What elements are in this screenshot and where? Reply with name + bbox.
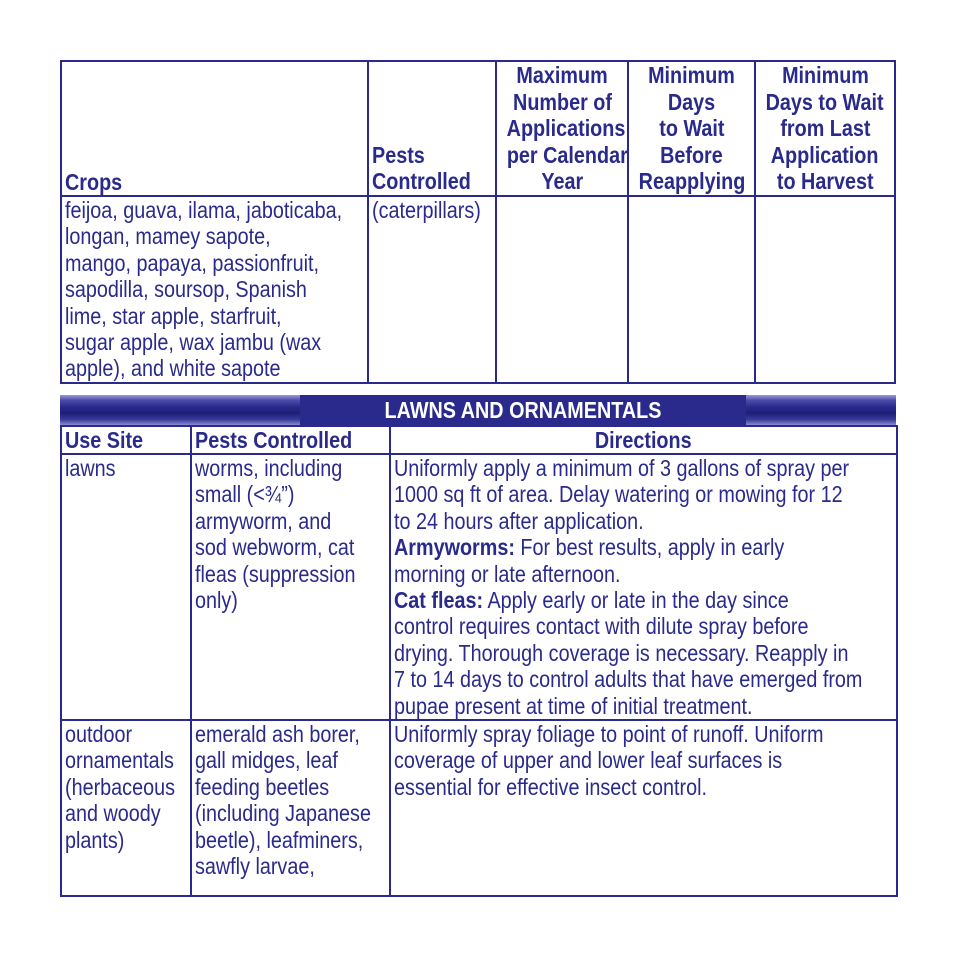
crops-cell: feijoa, guava, ilama, jaboticaba, longan, mamey sapote, mango, papaya, passionfruit, sapodilla, soursop, Spanish lime, star apple, starfruit, sugar apple, wax jambu (wax apple), and white sapote (61, 196, 368, 383)
lawns-table (60, 425, 898, 897)
armyworms-label: Armyworms: (394, 534, 515, 561)
table-row (61, 720, 897, 896)
use-site-cell: lawns (61, 454, 191, 720)
lawns-table-header-row (61, 426, 897, 454)
pests-cell: worms, including small (<¾”) armyworm, and sod webworm, cat fleas (suppression only) (191, 454, 390, 720)
cat-fleas-label: Cat fleas: (394, 587, 484, 614)
header-min-days-reapply: Minimum Days to Wait Before Reapplying (628, 61, 755, 196)
table-row (61, 196, 895, 383)
pests-cell: (caterpillars) (368, 196, 496, 383)
header-pests-controlled: Pests Controlled (368, 61, 496, 196)
section-banner (60, 395, 896, 425)
header-min-days-harvest: Minimum Days to Wait from Last Application to Harvest (755, 61, 895, 196)
max-applications-cell (496, 196, 628, 383)
header-use-site: Use Site (61, 426, 191, 454)
header-max-applications: Maximum Number of Applications per Calendar Year (496, 61, 628, 196)
use-site-cell: outdoor ornamentals (herbaceous and woody plants) (61, 720, 191, 896)
section-title: LAWNS AND ORNAMENTALS (384, 397, 662, 423)
crops-table (60, 60, 896, 384)
min-days-harvest-cell (755, 196, 895, 383)
directions-cell: Uniformly apply a minimum of 3 gallons of spray per 1000 sq ft of area. Delay watering or mowing for 12 to 24 hours after application. Armyworms: For best results, apply in early morning or late afternoon. Cat fleas: Apply early or late in the day since control requires contact with dilute spray before drying. Thorough coverage is necessary. Reapply in 7 to 14 days to control adults that have emerged from pupae present at time of initial treatment. (390, 454, 897, 720)
header-pests-controlled: Pests Controlled (191, 426, 390, 454)
directions-cell: Uniformly spray foliage to point of runoff. Uniform coverage of upper and lower leaf surfaces is essential for effective insect control. (390, 720, 897, 896)
pests-cell: emerald ash borer, gall midges, leaf feeding beetles (including Japanese beetle), leafminers, sawfly larvae, (191, 720, 390, 896)
table-row (61, 454, 897, 720)
min-days-reapply-cell (628, 196, 755, 383)
section-title-wrap (300, 395, 746, 425)
header-crops: Crops (61, 61, 368, 196)
crops-table-header-row (61, 61, 895, 196)
header-directions: Directions (390, 426, 897, 454)
